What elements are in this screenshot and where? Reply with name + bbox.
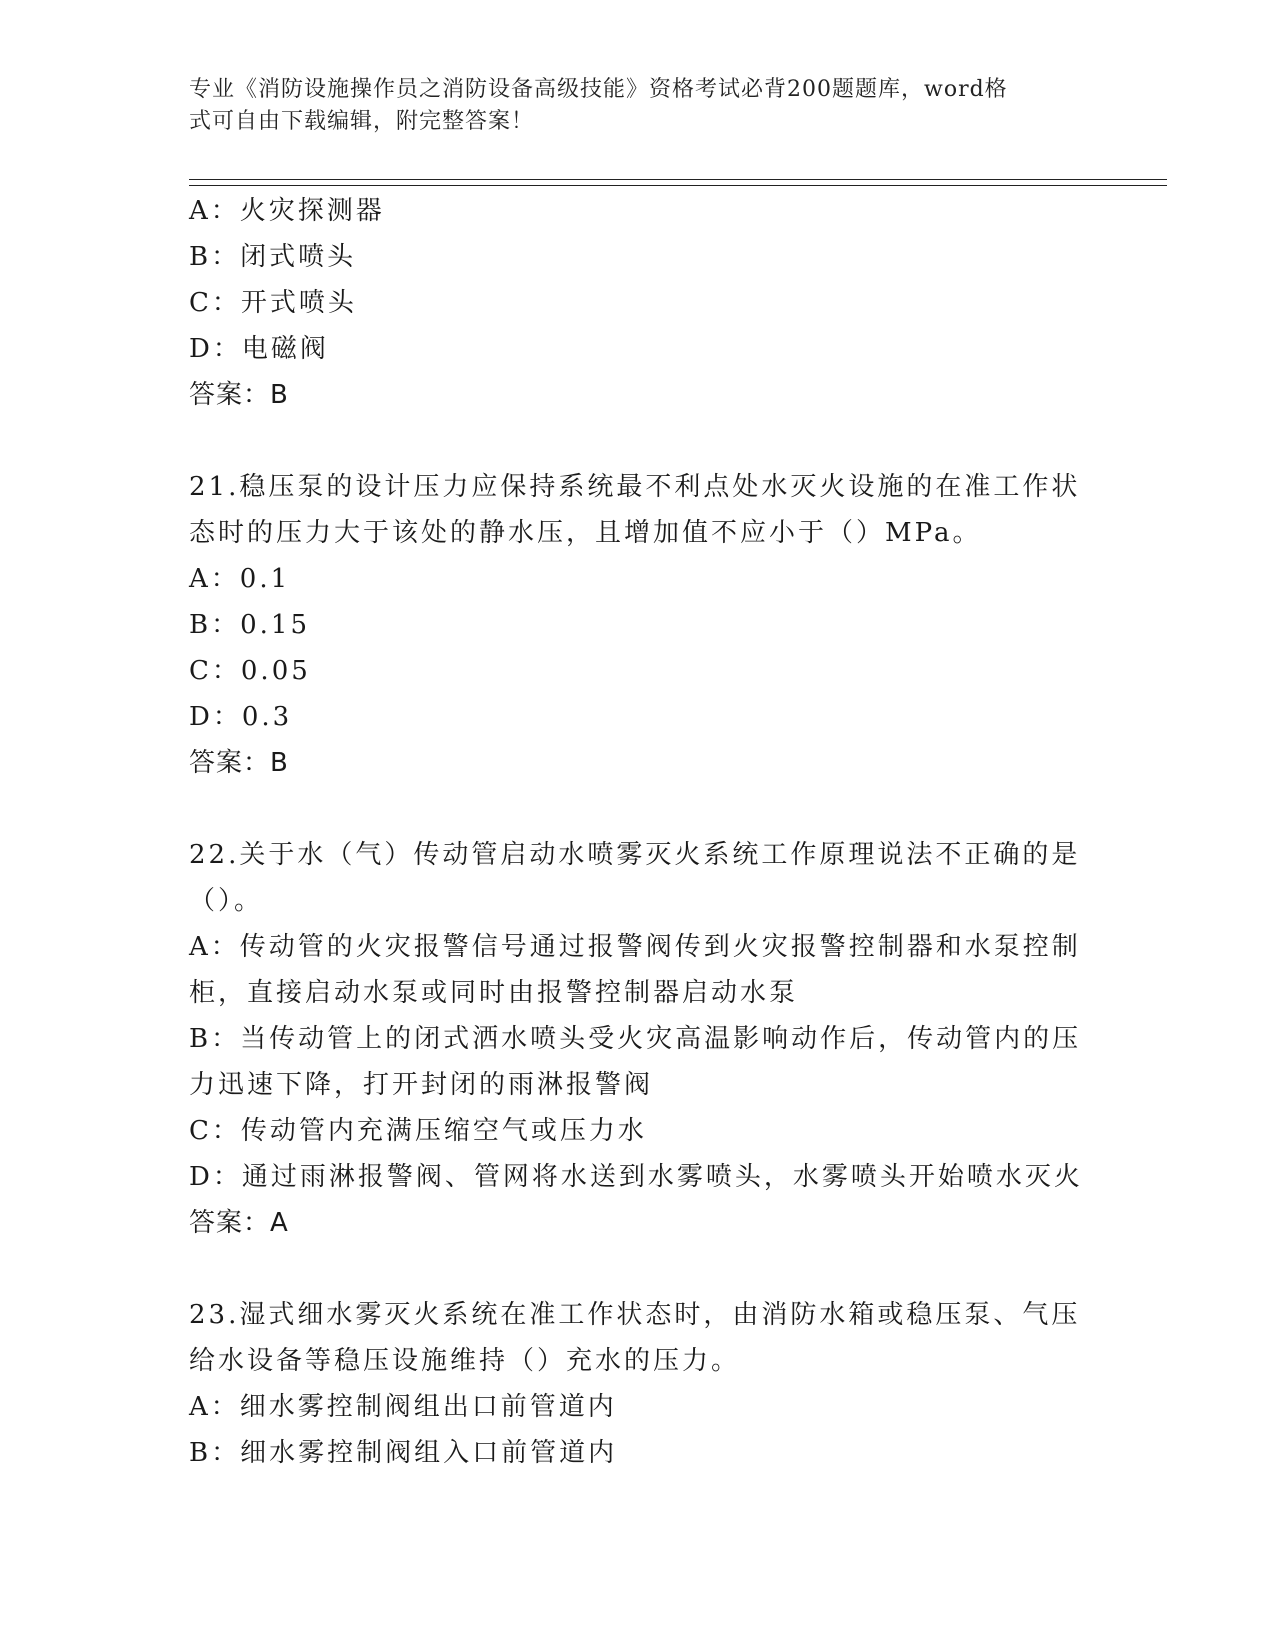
- option-c: C：0.05: [189, 656, 311, 686]
- question-stem-line-2: 态时的压力大于该处的静水压，且增加值不应小于（）MPa。: [189, 518, 982, 548]
- option-c: C：开式喷头: [189, 288, 357, 318]
- question-list: [189, 188, 1089, 1476]
- option-b-line-2: 力迅速下降，打开封闭的雨淋报警阀: [189, 1070, 654, 1100]
- question-stem-line-1: 22.关于水（气）传动管启动水喷雾灭火系统工作原理说法不正确的是: [189, 840, 1081, 870]
- question-22: [189, 832, 1089, 1246]
- question-23: [189, 1292, 1089, 1476]
- option-a: A：0.1: [189, 564, 291, 594]
- option-a-line-2: 柜，直接启动水泵或同时由报警控制器启动水泵: [189, 978, 799, 1008]
- option-a-line-1: A：传动管的火灾报警信号通过报警阀传到火灾报警控制器和水泵控制: [189, 932, 1081, 962]
- option-d: D：0.3: [189, 702, 293, 732]
- header-title-line-1: 专业《消防设施操作员之消防设备高级技能》资格考试必背200题题库，word格: [189, 77, 1008, 102]
- option-b-line-1: B：当传动管上的闭式洒水喷头受火灾高温影响动作后，传动管内的压: [189, 1024, 1082, 1054]
- option-d: D：通过雨淋报警阀、管网将水送到水雾喷头，水雾喷头开始喷水灭火: [189, 1162, 1083, 1192]
- answer: 答案：B: [189, 748, 289, 778]
- option-b: B：细水雾控制阀组入口前管道内: [189, 1438, 618, 1468]
- question-stem-line-1: 23.湿式细水雾灭火系统在准工作状态时，由消防水箱或稳压泵、气压: [189, 1300, 1081, 1330]
- answer: 答案：B: [189, 380, 289, 410]
- question-stem-line-2: 给水设备等稳压设施维持（）充水的压力。: [189, 1346, 741, 1376]
- option-a: A：火灾探测器: [189, 196, 385, 226]
- option-c: C：传动管内充满压缩空气或压力水: [189, 1116, 647, 1146]
- header-title-line-2: 式可自由下载编辑，附完整答案！: [189, 109, 535, 134]
- question-stem-line-2: （）。: [189, 886, 264, 916]
- question-21: [189, 464, 1089, 786]
- document-header: [189, 74, 1089, 138]
- option-d: D：电磁阀: [189, 334, 329, 364]
- question-20: [189, 188, 1089, 418]
- header-divider-bottom: [189, 185, 1167, 186]
- option-a: A：细水雾控制阀组出口前管道内: [189, 1392, 617, 1422]
- answer: 答案：A: [189, 1208, 289, 1238]
- option-b: B：0.15: [189, 610, 310, 640]
- question-stem-line-1: 21.稳压泵的设计压力应保持系统最不利点处水灭火设施的在准工作状: [189, 472, 1081, 502]
- header-divider-top: [189, 179, 1167, 180]
- option-b: B：闭式喷头: [189, 242, 357, 272]
